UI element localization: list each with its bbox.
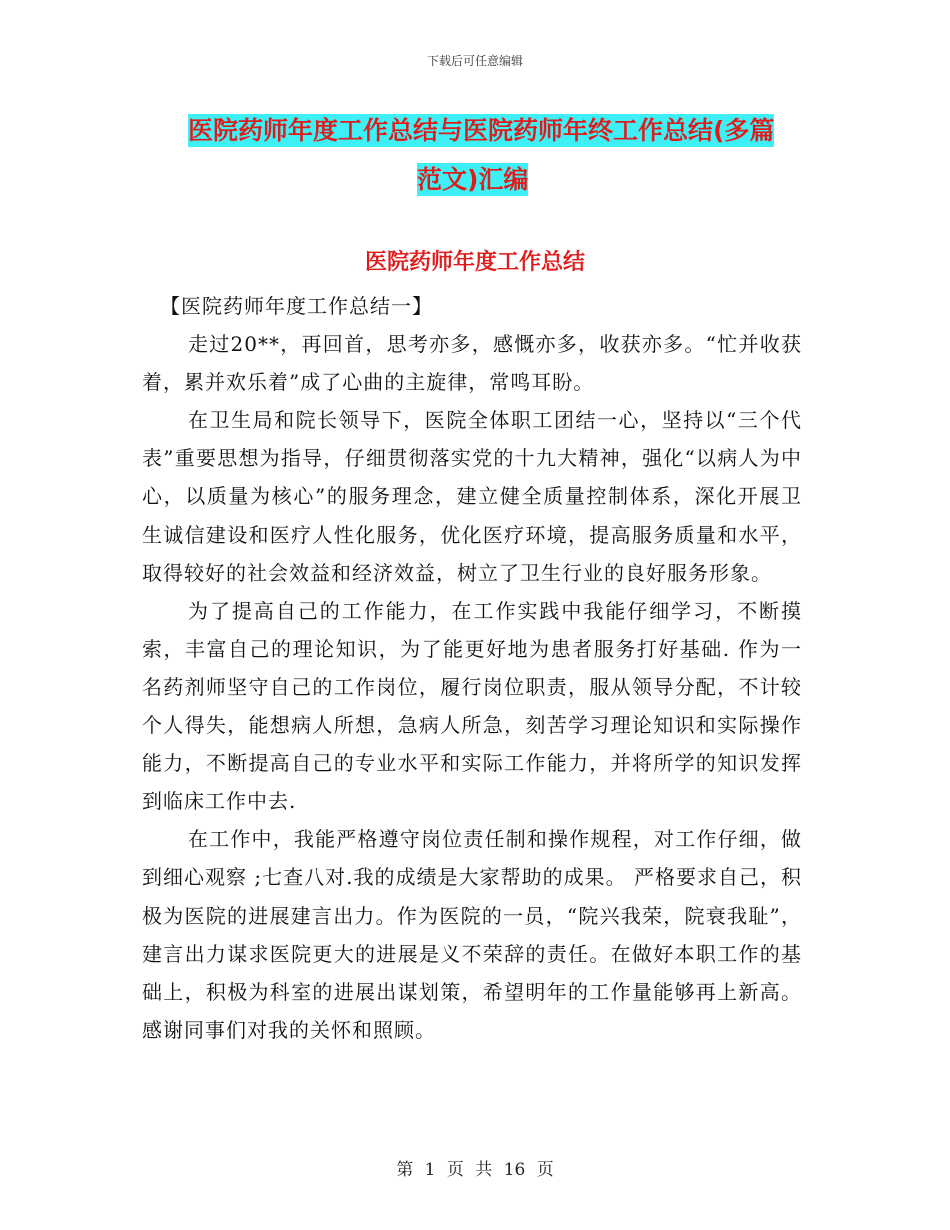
document-body: [142, 287, 802, 1049]
page-footer: 第 1 页 共 16 页: [396, 1160, 554, 1180]
title-line-2: 范文)汇编: [417, 165, 529, 194]
title-line-1: 医院药师年度工作总结与医院药师年终工作总结(多篇: [188, 116, 775, 145]
section-title: 医院药师年度工作总结: [364, 250, 585, 275]
page-header: 下载后可任意编辑: [426, 54, 523, 68]
paragraph-2: 在卫生局和院长领导下，医院全体职工团结一心，坚持以“三个代表”重要思想为指导，仔细贯彻落实党的十九大精神，强化“以病人为中心，以质量为核心”的服务理念，建立健全质量控制体系，深化开展卫生诚信建设和医疗人性化服务，优化医疗环境，提高服务质量和水平，取得较好的社会效益和经济效益，树立了卫生行业的良好服务形象。: [142, 408, 802, 585]
paragraph-1: 走过20**，再回首，思考亦多，感慨亦多，收获亦多。“忙并收获着，累并欢乐着”成了心曲的主旋律，常鸣耳盼。: [142, 332, 802, 395]
paragraph-4: 在工作中，我能严格遵守岗位责任制和操作规程，对工作仔细，做到细心观察 ;七查八对.我的成绩是大家帮助的成果。 严格要求自己，积极为医院的进展建言出力。作为医院的一员，“院兴我荣，院衰我耻”，建言出力谋求医院更大的进展是义不荣辞的责任。在做好本职工作的基础上，积极为科室的进展出谋划策，希望明年的工作量能够再上新高。感谢同事们对我的关怀和照顾。: [142, 827, 802, 1042]
subheading: 【医院药师年度工作总结一】: [160, 294, 433, 318]
paragraph-3: 为了提高自己的工作能力，在工作实践中我能仔细学习，不断摸索，丰富自己的理论知识，为了能更好地为患者服务打好基础. 作为一名药剂师坚守自己的工作岗位，履行岗位职责，服从领导分配，不计较个人得失，能想病人所想，急病人所急，刻苦学习理论知识和实际操作能力，不断提高自己的专业水平和实际工作能力，并将所学的知识发挥到临床工作中去.: [142, 598, 802, 814]
